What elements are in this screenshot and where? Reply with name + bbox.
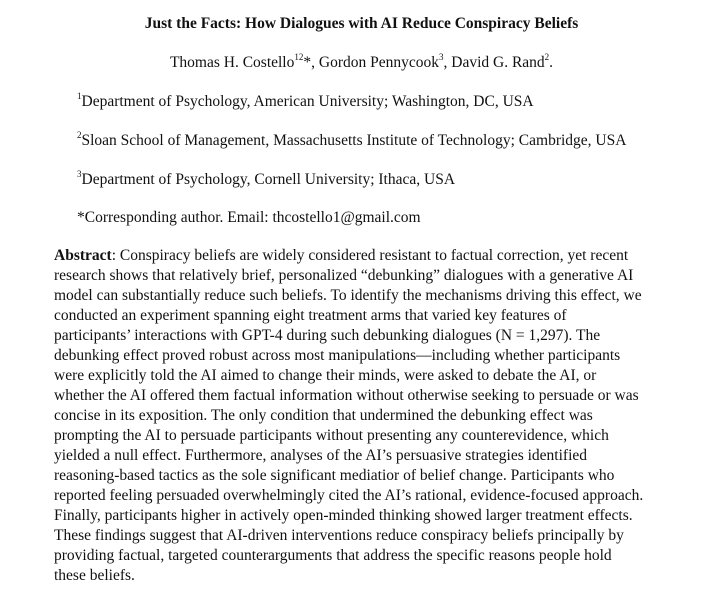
- affiliation-number: 3: [77, 168, 82, 179]
- corresponding-author-mark: *: [303, 54, 312, 71]
- abstract-line: model can substantially reduce such beliefs. To identify the mechanisms driving this effect, we: [54, 287, 642, 304]
- affiliation-number: 2: [77, 129, 82, 140]
- affiliation-text: Department of Psychology, Cornell University; Ithaca, USA: [81, 171, 456, 188]
- author-separator: .: [549, 54, 554, 71]
- abstract-line: whether the AI offered them factual information without otherwise seeking to persuade or was: [54, 387, 639, 404]
- author-name: David G. Rand: [451, 54, 545, 71]
- affiliation-2: [77, 130, 626, 152]
- abstract-line: prompting the AI to persuade participants without presenting any counterevidence, which: [54, 427, 609, 444]
- affiliation-3: [77, 169, 455, 191]
- abstract-line: these beliefs.: [54, 567, 135, 584]
- author-separator: ,: [443, 54, 452, 71]
- abstract-line: providing factual, targeted counterarguments that address the specific reasons people hold: [54, 547, 612, 564]
- abstract-line: yielded a null effect. Furthermore, analyses of the AI’s persuasive strategies identified: [54, 447, 588, 464]
- abstract-line: participants’ interactions with GPT-4 during such debunking dialogues (N = 1,297). The: [54, 327, 601, 344]
- abstract: [54, 246, 704, 586]
- abstract-line: research shows that relatively brief, personalized “debunking” dialogues with a generative AI: [54, 267, 634, 284]
- abstract-text: : Conspiracy beliefs are widely considered resistant to factual correction, yet recent: [111, 247, 629, 264]
- abstract-line: were explicitly told the AI aimed to change their minds, were asked to debate the AI, or: [54, 367, 597, 384]
- abstract-line: reported feeling persuaded overwhelmingly cited the AI’s rational, evidence-focused approach.: [54, 487, 644, 504]
- author-list: [0, 52, 723, 74]
- author-affiliation-marker: 3: [439, 51, 444, 62]
- author-separator: ,: [311, 54, 319, 71]
- paper-title: Just the Facts: How Dialogues with AI Reduce Conspiracy Beliefs: [144, 15, 579, 32]
- abstract-line: concise in its exposition. The only condition that undermined the debunking effect was: [54, 407, 593, 424]
- abstract-line: Finally, participants higher in actively open-minded thinking showed larger treatment effects.: [54, 507, 633, 524]
- affiliation-text: Department of Psychology, American University; Washington, DC, USA: [81, 93, 534, 110]
- author-name: Thomas H. Costello: [169, 54, 295, 71]
- abstract-label: Abstract: [54, 247, 112, 264]
- abstract-line: [54, 246, 704, 266]
- affiliation-text: Sloan School of Management, Massachusetts Institute of Technology; Cambridge, USA: [81, 132, 627, 149]
- author-affiliation-marker: 12: [294, 51, 304, 62]
- author-name: Gordon Pennycook: [318, 54, 439, 71]
- corresponding-author-note: *Corresponding author. Email: thcostello1@gmail.com: [77, 209, 421, 226]
- abstract-line: These findings suggest that AI-driven interventions reduce conspiracy beliefs principally by: [54, 527, 624, 544]
- author-affiliation-marker: 2: [544, 51, 550, 62]
- abstract-line: debunking effect proved robust across most manipulations—including whether participants: [54, 347, 621, 364]
- abstract-line: reasoning-based tactics as the sole significant mediatior of belief change. Participants who: [54, 467, 615, 484]
- abstract-line: conducted an experiment spanning eight treatment arms that varied key features of: [54, 307, 567, 324]
- affiliation-number: 1: [77, 90, 82, 101]
- affiliation-1: [77, 91, 534, 113]
